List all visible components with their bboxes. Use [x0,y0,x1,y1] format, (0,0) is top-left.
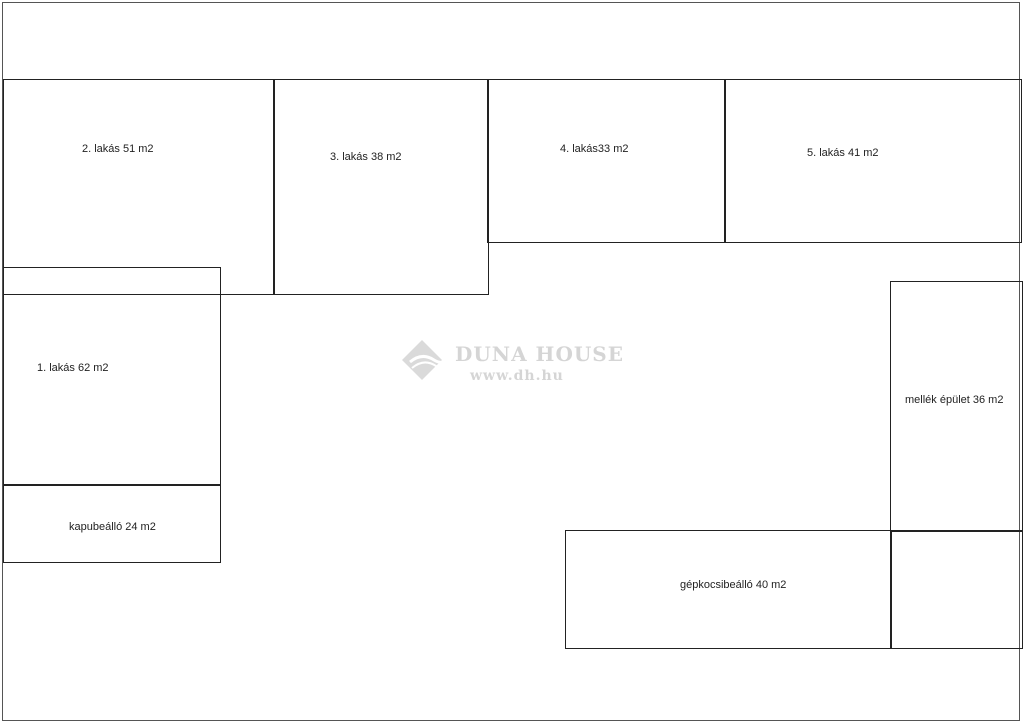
room-outbuilding [890,281,1023,532]
label-flat-2: 2. lakás 51 m2 [82,143,154,155]
room-flat-4 [487,79,726,243]
label-gate-parking: kapubeálló 24 m2 [69,521,156,533]
label-outbuilding: mellék épület 36 m2 [905,394,1004,406]
room-flat-2 [3,79,275,295]
label-flat-4: 4. lakás33 m2 [560,143,629,155]
room-flat-5 [724,79,1022,243]
label-flat-1: 1. lakás 62 m2 [37,362,109,374]
label-flat-5: 5. lakás 41 m2 [807,147,879,159]
room-flat-3 [273,79,489,295]
duna-house-logo-icon [400,338,460,382]
watermark-url: www.dh.hu [470,368,564,384]
room-flat-1 [3,267,221,486]
room-outbuilding-lower [890,530,1023,649]
label-flat-3: 3. lakás 38 m2 [330,151,402,163]
watermark-brand: DUNA HOUSE [455,342,624,366]
watermark [400,336,640,396]
label-car-parking: gépkocsibeálló 40 m2 [680,579,787,591]
